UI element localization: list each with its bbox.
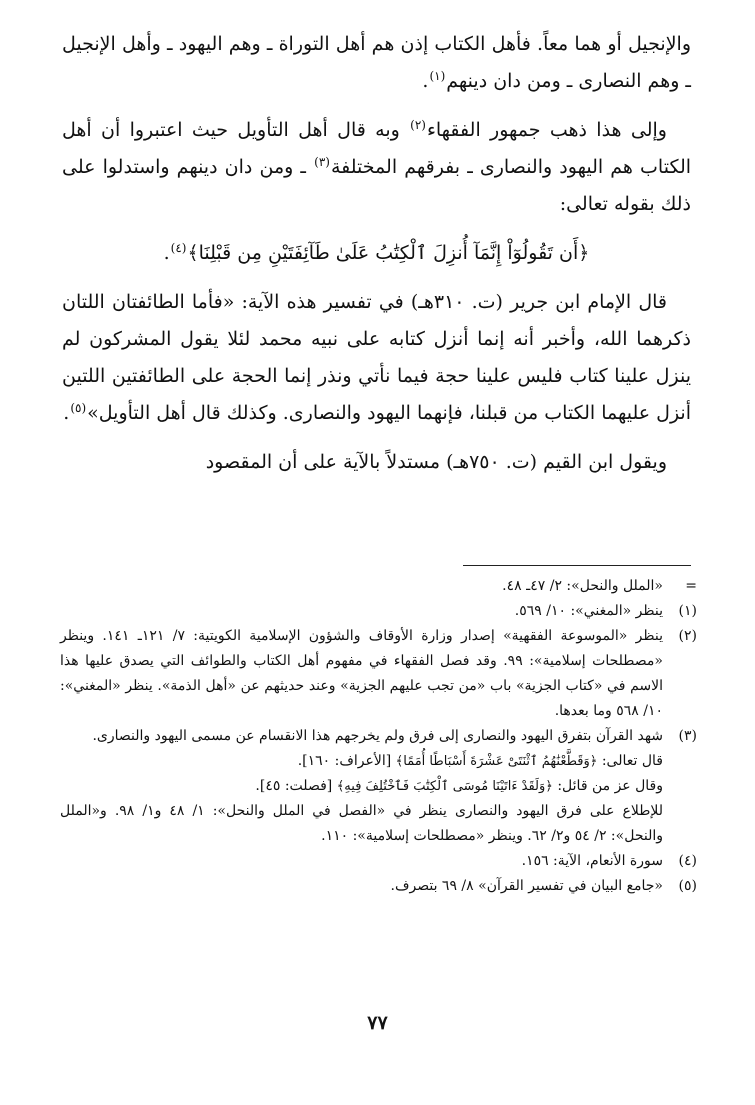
paragraph-3 <box>62 284 691 432</box>
footnote-mark: (٣) <box>678 728 697 744</box>
paragraph-4-text: ويقول ابن القيم (ت. ٧٥٠هـ) مستدلاً بالآية على أن المقصود <box>205 451 667 473</box>
footnote-ref-1[interactable]: (١) <box>429 68 446 83</box>
paragraph-4 <box>62 444 691 481</box>
footnote-2 <box>60 624 697 724</box>
footnote-text: «جامع البيان في تفسير القرآن» ٨/ ٦٩ بتصرف. <box>390 878 663 894</box>
footnote-text: «الملل والنحل»: ٢/ ٤٧ـ ٤٨. <box>502 578 663 594</box>
footnote-mark: (٢) <box>678 628 697 644</box>
footnote-text: سورة الأنعام، الآية: ١٥٦. <box>521 853 663 869</box>
quran-verse-text: ﴿أَن تَقُولُوٓاْ إِنَّمَآ أُنزِلَ ٱلْكِتَٰبُ عَلَىٰ طَآئِفَتَيْنِ مِن قَبْلِنَا﴾ <box>187 242 590 264</box>
footnote-continuation <box>60 574 697 599</box>
footnote-1 <box>60 599 697 624</box>
footnote-5 <box>60 874 697 899</box>
footnote-ref-4[interactable]: (٤) <box>170 240 187 255</box>
footnote-text: ينظر «المغني»: ١٠/ ٥٦٩. <box>514 603 663 619</box>
footnote-ref-5[interactable]: (٥) <box>70 400 87 415</box>
paragraph-2-text-a: وإلى هذا ذهب جمهور الفقهاء <box>426 119 667 141</box>
footnote-3-verse-1: ﴿وَقَطَّعْنَٰهُمُ ٱثْنَتَىْ عَشْرَةَ أَسْبَاطًا أُمَمًا﴾ <box>395 754 598 769</box>
footnote-3-line-2-intro: قال تعالى: <box>597 753 663 769</box>
footnote-mark: (١) <box>678 603 697 619</box>
footnote-separator <box>463 565 691 566</box>
footnote-4 <box>60 849 697 874</box>
paragraph-1-text: والإنجيل أو هما معاً. فأهل الكتاب إذن هم أهل التوراة ـ وهم اليهود ـ وأهل الإنجيل ـ وهم النصارى ـ ومن دان دينهم <box>62 33 691 92</box>
paragraph-1 <box>62 26 691 100</box>
paragraph-2-text-b: وبه قال أهل التأويل حيث اعتبروا أن أهل الكتاب هم اليهود والنصارى ـ بفرقهم المختلفة <box>62 119 692 178</box>
main-text <box>62 26 691 493</box>
footnote-mark: (٤) <box>678 853 697 869</box>
footnote-3-verse-2: ﴿وَلَقَدْ ءَاتَيْنَا مُوسَى ٱلْكِتَٰبَ فَٱخْتُلِفَ فِيهِ﴾ <box>336 779 553 794</box>
paragraph-3-text: قال الإمام ابن جرير (ت. ٣١٠هـ) في تفسير هذه الآية: «فأما الطائفتان اللتان ذكرهما الله، وأخبر أنه إنما أنزل كتابه على نبيه محمد لئلا يقول المشركون لم ينزل علينا كتاب فليس علينا حجة فيما نأتي ونذر إنما الحجة على الطائفتين اللتين أنزل عليهما الكتاب من قبلنا، فإنهما اليهود والنصارى. وكذلك قال أهل التأويل» <box>62 291 691 424</box>
footnote-ref-3[interactable]: (٣) <box>314 154 330 169</box>
paragraph-2-text-c: ـ ومن دان دينهم واستدلوا على ذلك بقوله تعالى: <box>62 156 691 215</box>
footnote-ref-2[interactable]: (٢) <box>410 117 426 132</box>
footnote-text: ينظر «الموسوعة الفقهية» إصدار وزارة الأوقاف والشؤون الإسلامية الكويتية: ٧/ ١٢١ـ ١٤١. وينظر «مصطلحات إسلامية»: ٩٩. وقد فصل الفقهاء في مفهوم أهل الكتاب والطوائف التي يصدق عليها هذا الاسم في «كتاب الجزية» باب «من تجب عليهم الجزية» وعند حديثهم عن «أهل الذمة». ينظر «المغني»: ١٠/ ٥٦٨ وما بعدها. <box>60 628 663 719</box>
footnote-3-line-2 <box>60 749 663 774</box>
footnote-3-verse-1-ref: [الأعراف: ١٦٠]. <box>297 753 396 769</box>
page-number: ٧٧ <box>367 1012 388 1034</box>
paragraph-2 <box>62 112 691 223</box>
footnotes <box>60 574 697 899</box>
paragraph-1-end: . <box>422 70 429 92</box>
paragraph-3-end: . <box>63 402 70 424</box>
footnote-mark: = <box>685 578 697 594</box>
footnote-text <box>60 724 663 849</box>
footnote-3-verse-2-ref: [فصلت: ٤٥]. <box>255 778 337 794</box>
footnote-3-line-4: للإطلاع على فرق اليهود والنصارى ينظر في «الفصل في الملل والنحل»: ١/ ٤٨ و١/ ٩٨. و«الملل والنحل»: ٢/ ٥٤ و٢/ ٦٢. وينظر «مصطلحات إسلامية»: ١١٠. <box>60 803 663 844</box>
quran-verse <box>62 235 691 272</box>
footnote-3-line-3 <box>60 774 663 799</box>
footnote-3-line-3-intro: وقال عز من قائل: <box>552 778 663 794</box>
footnote-mark: (٥) <box>678 878 697 894</box>
footnote-3 <box>60 724 697 849</box>
quran-verse-end: . <box>163 242 170 264</box>
footnote-3-line-1: شهد القرآن بتفرق اليهود والنصارى إلى فرق ولم يخرجهم هذا الانقسام عن مسمى اليهود والنصارى. <box>92 728 663 744</box>
